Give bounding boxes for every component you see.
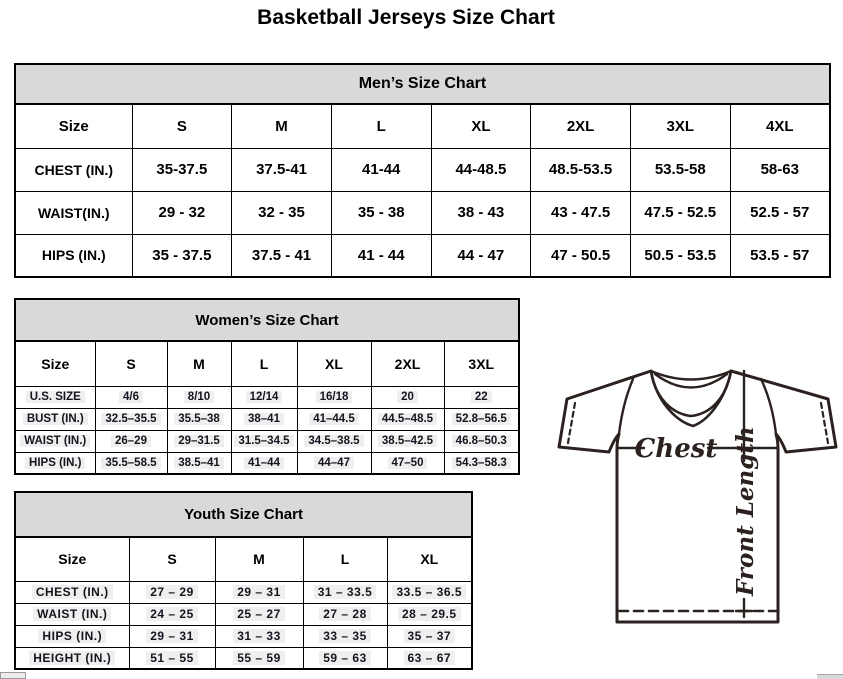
size-header-cell (231, 341, 297, 386)
value-cell (95, 386, 167, 408)
value-cell (331, 191, 431, 234)
value-cell (215, 603, 303, 625)
value-cell (132, 191, 232, 234)
value-cell (431, 148, 531, 191)
cell-text: 22 (471, 391, 492, 403)
cell-text: 2XL (566, 117, 595, 135)
cell-text: M (275, 117, 288, 135)
size-header-cell (387, 537, 472, 581)
size-header-cell (444, 341, 519, 386)
cell-text: M (253, 551, 265, 568)
cell-text: 29 – 31 (146, 629, 198, 643)
cell-text: 44 - 47 (457, 246, 505, 264)
cell-text: 53.5 - 57 (750, 246, 810, 264)
size-header-cell (15, 341, 95, 386)
value-cell (297, 430, 371, 452)
value-cell (387, 647, 472, 669)
cell-text: 27 – 28 (319, 607, 371, 621)
cell-text: 52.5 - 57 (750, 204, 810, 221)
value-cell (331, 148, 431, 191)
value-cell (232, 148, 332, 191)
right-cuff-dashed-line (821, 403, 828, 443)
cell-text: HIPS (IN.) (41, 247, 106, 264)
cell-text: 48.5-53.5 (548, 161, 613, 178)
cell-text: HIPS (IN.) (38, 629, 106, 643)
row-label-cell (15, 191, 132, 234)
cell-text: 32 - 35 (258, 204, 305, 221)
cell-text: XL (325, 355, 343, 372)
value-cell (387, 625, 472, 647)
value-cell (531, 148, 631, 191)
value-cell (730, 148, 830, 191)
value-cell (303, 625, 387, 647)
scrollbar-fragment-right[interactable] (817, 674, 843, 679)
row-label-cell (15, 625, 129, 647)
cell-text: U.S. SIZE (26, 391, 85, 403)
youth-table-title-row (15, 492, 472, 537)
table-row (15, 647, 472, 669)
value-cell (387, 581, 472, 603)
cell-text: 41-44 (362, 161, 401, 178)
left-armhole-seam (619, 379, 633, 434)
cell-text: 8/10 (184, 391, 214, 403)
cell-text: 54.3–58.3 (452, 457, 511, 469)
cell-text: 63 – 67 (404, 651, 456, 665)
cell-text: 35.5–58.5 (101, 457, 160, 469)
value-cell (444, 430, 519, 452)
cell-text: 44–47 (314, 457, 354, 469)
table-row (15, 452, 519, 474)
cell-text: 47 - 50.5 (550, 246, 611, 264)
size-header-cell (95, 341, 167, 386)
size-header-cell (215, 537, 303, 581)
cell-text: 29–31.5 (174, 435, 224, 447)
size-header-cell (531, 104, 631, 148)
cell-text: Size (58, 117, 89, 135)
row-label-cell (15, 581, 129, 603)
value-cell (95, 430, 167, 452)
size-header-cell (167, 341, 231, 386)
value-cell (444, 386, 519, 408)
front-length-measurement-label: Front Length (732, 426, 759, 596)
table-row (15, 148, 830, 191)
value-cell (129, 603, 215, 625)
cell-text: L (340, 551, 350, 568)
chest-measurement-label: Chest (634, 434, 718, 464)
row-label-cell (15, 647, 129, 669)
size-header-cell (132, 104, 232, 148)
cell-text: 26–29 (111, 435, 151, 447)
size-header-cell (730, 104, 830, 148)
value-cell (129, 625, 215, 647)
table-row (15, 408, 519, 430)
cell-text: CHEST (IN.) (34, 161, 114, 178)
cell-text: 51 – 55 (146, 651, 198, 665)
table-row (15, 625, 472, 647)
cell-text: 37.5-41 (256, 161, 307, 178)
value-cell (371, 386, 444, 408)
cell-text: XL (471, 117, 491, 135)
youth-table-body (15, 537, 472, 669)
cell-text: 3XL (468, 355, 495, 372)
cell-text: 12/14 (246, 391, 283, 403)
cell-text: 27 – 29 (146, 585, 198, 599)
cell-text: Size (41, 355, 70, 372)
jersey-outline-shape (559, 371, 836, 622)
womens-table-title: Women’s Size Chart (15, 299, 519, 341)
cell-text: 33 – 35 (319, 629, 371, 643)
page-title: Basketball Jerseys Size Chart (257, 6, 555, 29)
cell-text: 41–44.5 (309, 413, 359, 425)
row-label-cell (15, 234, 132, 277)
cell-text: 35-37.5 (156, 161, 208, 178)
value-cell (95, 452, 167, 474)
value-cell (232, 234, 332, 277)
cell-text: 38–41 (244, 413, 284, 425)
value-cell (531, 191, 631, 234)
value-cell (232, 191, 332, 234)
cell-text: 29 - 32 (158, 204, 206, 221)
table-row (15, 603, 472, 625)
table-row (15, 234, 830, 277)
value-cell (730, 191, 830, 234)
womens-size-table (14, 298, 520, 475)
cell-text: 31 – 33 (233, 629, 285, 643)
table-row (15, 191, 830, 234)
cell-text: 31.5–34.5 (234, 435, 293, 447)
cell-text: BUST (IN.) (23, 413, 88, 425)
table-row (15, 581, 472, 603)
mens-table-body (15, 104, 830, 277)
cell-text: 50.5 - 53.5 (644, 246, 717, 264)
value-cell (167, 430, 231, 452)
cell-text: WAIST(IN.) (37, 204, 110, 221)
womens-table-body (15, 341, 519, 474)
value-cell (129, 647, 215, 669)
left-cuff-dashed-line (568, 403, 575, 443)
value-cell (167, 386, 231, 408)
cell-text: WAIST (IN.) (20, 435, 90, 447)
value-cell (231, 408, 297, 430)
value-cell (531, 234, 631, 277)
cell-text: 4/6 (119, 391, 143, 403)
cell-text: 20 (397, 391, 418, 403)
cell-text: S (126, 355, 136, 372)
table-row (15, 386, 519, 408)
cell-text: S (167, 551, 177, 568)
value-cell (297, 386, 371, 408)
row-label-cell (15, 452, 95, 474)
value-cell (387, 603, 472, 625)
cell-text: 47.5 - 52.5 (644, 204, 717, 221)
value-cell (431, 191, 531, 234)
value-cell (132, 148, 232, 191)
mens-table-title: Men’s Size Chart (15, 64, 830, 104)
value-cell (431, 234, 531, 277)
cell-text: 46.8–50.3 (452, 435, 511, 447)
value-cell (215, 647, 303, 669)
cell-text: 2XL (394, 355, 421, 372)
row-label-cell (15, 603, 129, 625)
value-cell (630, 148, 730, 191)
cell-text: 53.5-58 (654, 161, 706, 178)
value-cell (303, 603, 387, 625)
value-cell (371, 408, 444, 430)
cell-text: 38.5–41 (174, 457, 224, 469)
size-header-cell (297, 341, 371, 386)
cell-text: 55 – 59 (233, 651, 285, 665)
cell-text: HEIGHT (IN.) (29, 651, 115, 665)
cell-text: 29 – 31 (233, 585, 285, 599)
youth-size-table (14, 491, 473, 670)
cell-text: 38.5–42.5 (378, 435, 437, 447)
cell-text: 24 – 25 (146, 607, 198, 621)
cell-text: XL (420, 551, 439, 568)
mens-table-title-row (15, 64, 830, 104)
value-cell (630, 191, 730, 234)
row-label-cell (15, 386, 95, 408)
size-header-cell (331, 104, 431, 148)
cell-text: 28 – 29.5 (398, 607, 461, 621)
cell-text: CHEST (IN.) (32, 585, 113, 599)
jersey-measurement-diagram (555, 355, 843, 645)
size-header-cell (431, 104, 531, 148)
cell-text: 52.8–56.5 (452, 413, 511, 425)
size-header-row (15, 104, 830, 148)
value-cell (444, 408, 519, 430)
cell-text: 38 - 43 (457, 204, 505, 221)
right-armhole-seam (761, 379, 776, 434)
value-cell (303, 647, 387, 669)
value-cell (444, 452, 519, 474)
cell-text: 41–44 (244, 457, 284, 469)
cell-text: 43 - 47.5 (550, 204, 611, 221)
cell-text: 3XL (666, 117, 695, 135)
cell-text: M (193, 355, 205, 372)
value-cell (371, 430, 444, 452)
value-cell (231, 452, 297, 474)
cell-text: 34.5–38.5 (304, 435, 363, 447)
cell-text: 31 – 33.5 (314, 585, 377, 599)
collar-outer-v (651, 371, 731, 416)
size-header-cell (15, 537, 129, 581)
size-header-row (15, 537, 472, 581)
cell-text: WAIST (IN.) (33, 607, 111, 621)
cell-text: 44-48.5 (455, 161, 507, 178)
size-header-row (15, 341, 519, 386)
cell-text: 4XL (765, 117, 794, 135)
cell-text: 35 – 37 (404, 629, 456, 643)
size-header-cell (630, 104, 730, 148)
value-cell (215, 581, 303, 603)
value-cell (730, 234, 830, 277)
womens-table-title-row (15, 299, 519, 341)
youth-table-title: Youth Size Chart (15, 492, 472, 537)
cell-text: 59 – 63 (319, 651, 371, 665)
value-cell (231, 386, 297, 408)
scrollbar-fragment-left[interactable] (0, 672, 26, 679)
value-cell (132, 234, 232, 277)
row-label-cell (15, 148, 132, 191)
value-cell (231, 430, 297, 452)
size-header-cell (232, 104, 332, 148)
cell-text: 16/18 (316, 391, 353, 403)
size-header-cell (371, 341, 444, 386)
value-cell (95, 408, 167, 430)
value-cell (167, 408, 231, 430)
cell-text: L (259, 355, 269, 372)
mens-size-table (14, 63, 831, 278)
size-header-cell (15, 104, 132, 148)
row-label-cell (15, 408, 95, 430)
size-header-cell (129, 537, 215, 581)
cell-text: 41 - 44 (357, 246, 405, 264)
cell-text: 35 - 38 (357, 204, 405, 221)
value-cell (215, 625, 303, 647)
value-cell (167, 452, 231, 474)
value-cell (297, 408, 371, 430)
value-cell (630, 234, 730, 277)
cell-text: 35.5–38 (174, 413, 224, 425)
cell-text: 32.5–35.5 (101, 413, 160, 425)
cell-text: 58-63 (760, 161, 799, 178)
cell-text: 44.5–48.5 (378, 413, 437, 425)
cell-text: Size (58, 551, 87, 568)
cell-text: HIPS (IN.) (25, 457, 85, 469)
value-cell (371, 452, 444, 474)
cell-text: 35 - 37.5 (152, 246, 212, 264)
cell-text: 25 – 27 (233, 607, 285, 621)
cell-text: 37.5 - 41 (251, 246, 312, 264)
value-cell (303, 581, 387, 603)
cell-text: 33.5 – 36.5 (392, 585, 466, 599)
value-cell (331, 234, 431, 277)
cell-text: L (376, 117, 386, 135)
cell-text: S (176, 117, 187, 135)
value-cell (129, 581, 215, 603)
cell-text: 47–50 (388, 457, 428, 469)
value-cell (297, 452, 371, 474)
size-header-cell (303, 537, 387, 581)
table-row (15, 430, 519, 452)
row-label-cell (15, 430, 95, 452)
